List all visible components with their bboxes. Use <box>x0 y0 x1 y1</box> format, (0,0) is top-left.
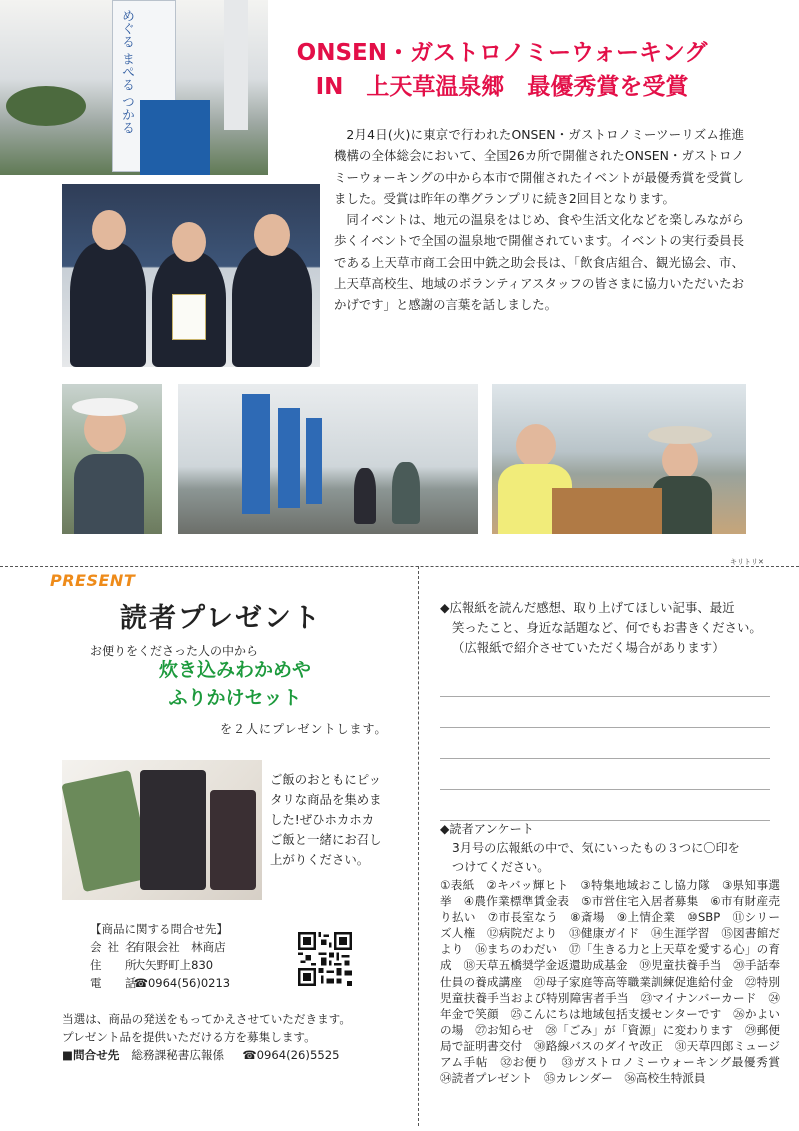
writing-line[interactable] <box>440 728 770 759</box>
survey-option[interactable]: ㉝ガストロノミーウォーキング最優秀賞 <box>561 1055 780 1070</box>
sun-hat <box>648 426 712 444</box>
present-notes <box>62 1010 412 1064</box>
present-prize <box>140 656 330 712</box>
survey-option[interactable]: ⑯まちのわだい <box>475 942 558 957</box>
present-label: PRESENT <box>50 571 136 590</box>
survey-option[interactable]: ㉙郵便局で証明書交付 <box>440 1022 780 1053</box>
present-title: 読者プレゼント <box>120 603 322 634</box>
article-paragraph-2: 同イベントは、地元の温泉をはじめ、食や生活文化などを楽しみながら歩くイベントで全国の温泉地で開催されています。イベントの実行委員長である上天草市商工会田中銑之助会長は、「飲食店組合、観光協会、市、上天草高校生、地域のボランティアスタッフの皆さまに協力いただいたおかげです」と感謝の言葉を話しました。 <box>334 212 744 313</box>
survey-option[interactable]: ㉗お知らせ <box>475 1022 534 1037</box>
q2-line2: つけてください。 <box>452 860 550 874</box>
survey-option[interactable]: ㉚路線バスのダイヤ改正 <box>534 1038 664 1053</box>
survey-option[interactable]: ⑦市長室なう <box>487 910 559 925</box>
survey-option[interactable]: ⑱天草五橋奨学金返還助成基金 <box>463 958 628 973</box>
company-name: 有限会社 林商店 <box>133 940 226 954</box>
survey-option[interactable]: ㉑母子家庭等高等職業訓練促進給付金 <box>533 974 734 989</box>
comment-writing-area[interactable] <box>440 666 770 821</box>
writing-line[interactable] <box>440 666 770 697</box>
survey-option[interactable]: ⑰「生きる力と上天草を愛する心」の育成 <box>440 942 780 973</box>
photo-participant-woman <box>62 384 162 534</box>
survey-option[interactable]: ㉟カレンダー <box>543 1071 613 1086</box>
walker <box>392 462 420 524</box>
route-flag <box>278 408 300 508</box>
inquiry-header: 【商品に関する問合せ先】 <box>90 922 228 936</box>
survey-option[interactable]: ⑤市営住宅入居者募集 <box>581 894 699 909</box>
address-label: 住 所 <box>90 958 143 972</box>
cut-here-label: キリトリ✕ <box>730 558 764 566</box>
survey-option[interactable]: ⑭生涯学習 <box>650 926 710 941</box>
participant-head <box>516 424 556 468</box>
contact-phone: ☎0964(26)5525 <box>242 1048 340 1062</box>
blue-banner-flag <box>140 100 210 175</box>
prize-line2: ふりかけセット <box>168 687 302 709</box>
survey-option[interactable]: ③特集地域おこし協力隊 <box>580 878 711 892</box>
person-right-head <box>254 214 290 256</box>
phone-label: 電 話 <box>90 976 143 990</box>
route-flag <box>242 394 270 514</box>
survey-option[interactable]: ⑥市有財産売り払い <box>440 894 780 925</box>
person-left <box>70 242 146 367</box>
headline-line2: IN 上天草温泉郷 最優秀賞を受賞 <box>315 74 689 100</box>
survey-option[interactable]: ⑫病院だより <box>486 926 558 941</box>
photo-food-table <box>492 384 746 534</box>
company-label: 会社名 <box>90 940 143 954</box>
table <box>552 488 662 534</box>
qr-code-icon[interactable] <box>298 932 352 986</box>
survey-option[interactable]: ㉜お便り <box>500 1055 550 1070</box>
route-flag <box>306 418 322 504</box>
survey-option[interactable]: ⑲児童扶養手当 <box>639 958 722 973</box>
article-paragraph-1: 2月4日(火)に東京で行われたONSEN・ガストロノミーツーリズム推進機構の全体総会において、全国26カ所で開催されたONSEN・ガストロノミーウォーキングの中から本市で開催されたイベントが最優秀賞を受賞しました。受賞は昨年の準グランプリに続き2回目となります。 <box>334 127 744 206</box>
survey-option[interactable]: ㉓マイナンバーカード <box>640 990 757 1005</box>
phone: ☎0964(56)0213 <box>133 976 231 990</box>
q1-line3: （広報紙で紹介させていただく場合があります） <box>452 640 725 655</box>
survey-option[interactable]: ㉔年金で笑顔 <box>440 990 780 1021</box>
photo-award-ceremony <box>62 184 320 367</box>
present-description: ご飯のおともにピッタリな商品を集めました!ぜひホカホカご飯と一緒にお召し上がりください。 <box>270 772 382 867</box>
banner-text: めぐる まぺる つかる <box>119 9 134 135</box>
q2-title: ◆読者アンケート <box>440 822 534 836</box>
walker <box>354 468 376 524</box>
survey-option[interactable]: ⑬健康ガイド <box>569 926 640 941</box>
photo-products <box>62 760 262 900</box>
survey-option[interactable]: ⑧斎場 <box>570 910 605 925</box>
survey-option[interactable]: ④農作業標準賃金表 <box>463 894 570 909</box>
survey-option[interactable]: ㉕こんにちは地域包括支援センターです <box>510 1006 722 1021</box>
survey-option[interactable]: ⑩SBP <box>687 910 721 925</box>
survey-option[interactable]: ㉖かよいの場 <box>440 1006 780 1037</box>
contact-department: 総務課秘書広報係 <box>131 1048 225 1062</box>
comment-question <box>440 598 775 658</box>
writing-line[interactable] <box>440 790 770 821</box>
headline-line1: ONSEN・ガストロノミーウォーキング <box>296 40 708 66</box>
product-package <box>140 770 206 890</box>
award-certificate <box>172 294 206 340</box>
address: 大矢野町上830 <box>133 958 214 972</box>
person-left-head <box>92 210 126 250</box>
survey-option[interactable]: ①表紙 <box>440 878 475 892</box>
present-count: を２人にプレゼントします。 <box>220 722 388 736</box>
survey-option[interactable]: ⑮図書館だより <box>440 926 780 957</box>
participant-head <box>662 440 698 480</box>
product-package <box>210 790 256 890</box>
participant-body <box>74 454 144 534</box>
writing-line[interactable] <box>440 697 770 728</box>
survey-option[interactable]: ⑪シリーズ人権 <box>440 910 780 941</box>
palm-tree-shape <box>6 86 86 126</box>
survey-options <box>440 877 780 1086</box>
survey-option[interactable]: ⑨上情企業 <box>616 910 676 925</box>
present-subtitle: お便りをくださった人の中から <box>90 644 259 658</box>
note-line1: 当選は、商品の発送をもってかえさせていただきます。 <box>62 1012 351 1026</box>
photo-walking-route <box>178 384 478 534</box>
survey-option[interactable]: ②キバッ輝ヒト <box>486 878 569 892</box>
note-line2: プレゼント品を提供いただける方を募集します。 <box>62 1030 316 1044</box>
survey-option[interactable]: ③県知事選挙 <box>440 878 780 909</box>
headline <box>222 36 782 104</box>
q1-line1: ◆広報紙を読んだ感想、取り上げてほしい記事、最近 <box>440 600 735 615</box>
survey-question <box>440 820 780 877</box>
person-right <box>232 246 312 367</box>
cut-line-horizontal <box>0 566 799 567</box>
q2-line1: 3月号の広報紙の中で、気にいったもの３つに〇印を <box>452 841 740 855</box>
prize-line1: 炊き込みわかめや <box>158 659 311 681</box>
writing-line[interactable] <box>440 759 770 790</box>
survey-option[interactable]: ㉒特別児童扶養手当および特別障害者手当 <box>440 974 780 1005</box>
cut-line-vertical <box>418 566 419 1126</box>
survey-option[interactable]: ㉘「ごみ」が「資源」に変わります <box>545 1022 734 1037</box>
survey-option[interactable]: ⑳手話奉仕員の養成講座 <box>440 958 780 989</box>
contact-label: ■問合せ先 <box>62 1048 120 1062</box>
survey-option[interactable]: ㉛天草四郎ミュージアム手帖 <box>440 1038 780 1070</box>
survey-option[interactable]: ㊱高校生特派員 <box>624 1071 706 1086</box>
sun-hat <box>72 398 138 416</box>
survey-option[interactable]: ㉞読者プレゼント <box>440 1071 533 1086</box>
article-body <box>334 124 744 316</box>
q1-line2: 笑ったこと、身近な話題など、何でもお書きください。 <box>452 620 762 635</box>
person-center-head <box>172 222 206 262</box>
